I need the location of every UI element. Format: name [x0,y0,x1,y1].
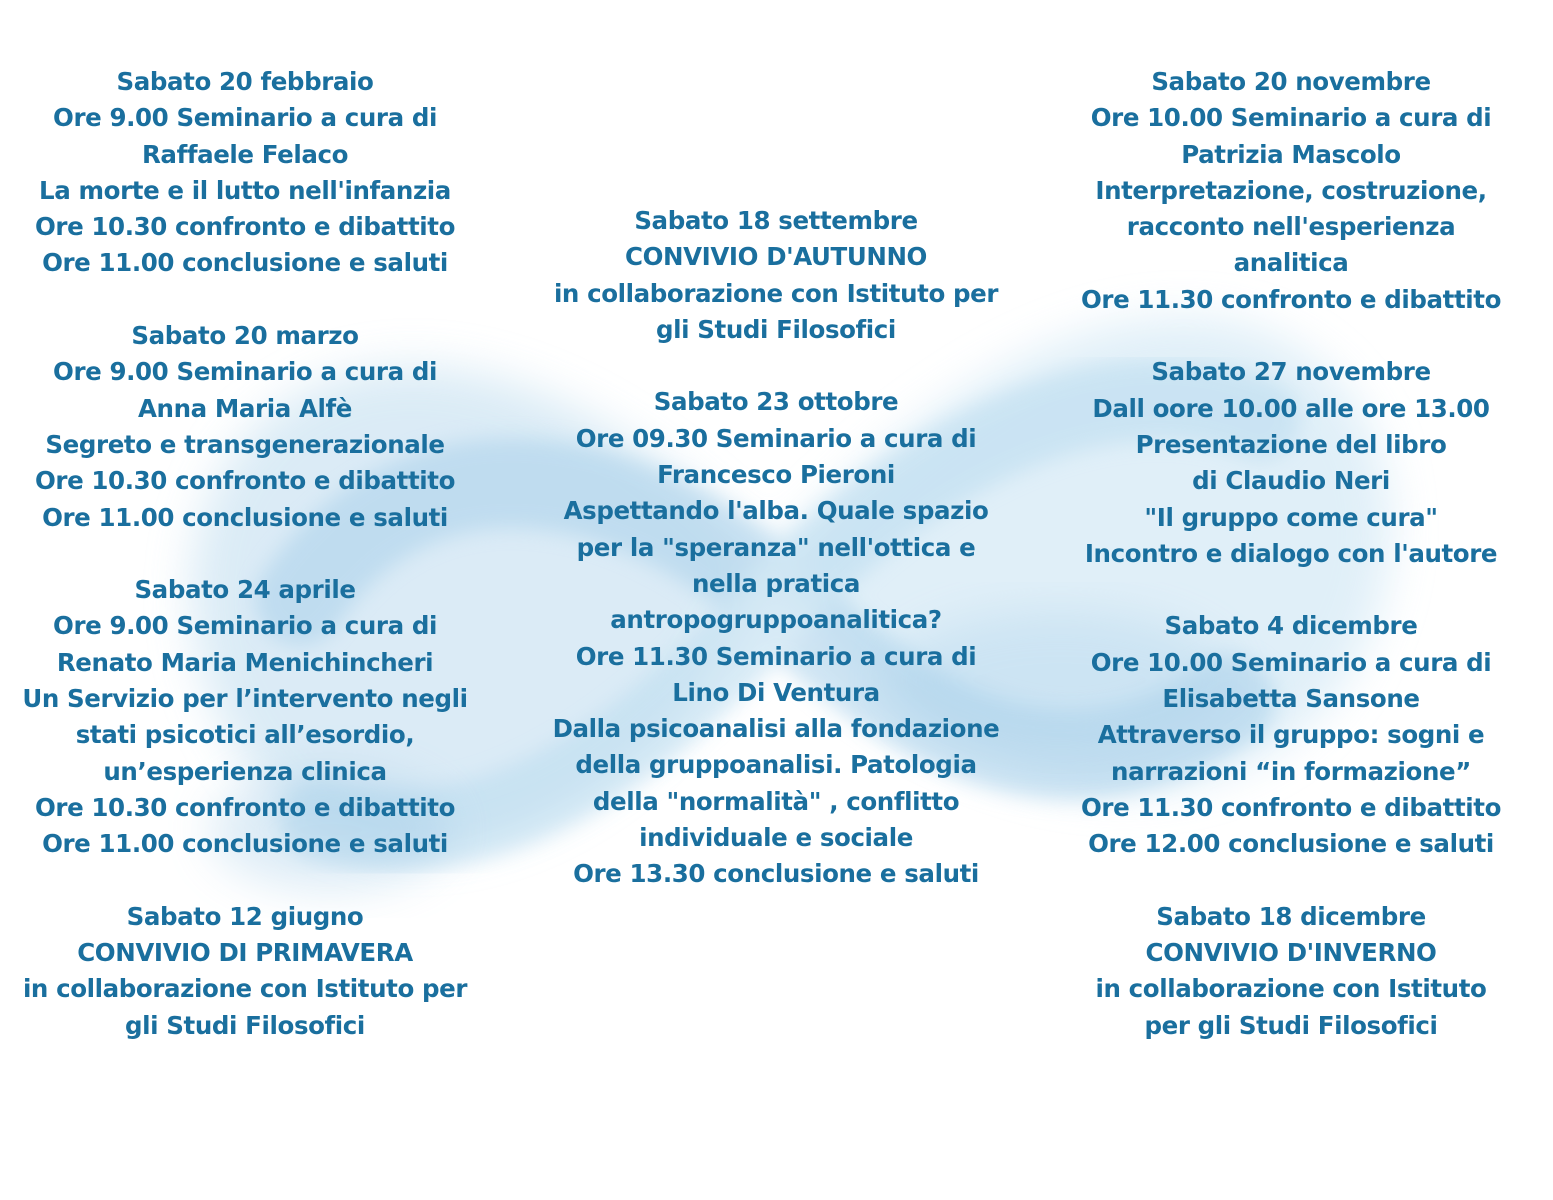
event-line: Renato Maria Menichincheri [56,647,434,677]
event-line: in collaborazione con Istituto [1095,974,1487,1004]
event-line: della "normalità" , conflitto [592,786,960,816]
event-line: Ore 10.00 Seminario a cura di [1090,647,1492,677]
spacer [1060,863,1522,899]
event-line: Ore 9.00 Seminario a cura di [53,103,437,133]
column-left [10,64,480,1044]
event-line: Lino Di Ventura [672,677,880,707]
event-line: La morte e il lutto nell'infanzia [39,175,451,205]
spacer [10,282,480,318]
event-date: Sabato 18 dicembre [1156,901,1426,931]
event-line: Ore 11.00 conclusione e saluti [42,502,448,532]
event-line: Dalla psicoanalisi alla fondazione [552,714,1000,744]
event-line: Ore 11.00 conclusione e saluti [42,248,448,278]
event-line: Un Servizio per l’intervento negli [22,684,468,714]
event-line: CONVIVIO D'AUTUNNO [624,242,927,272]
event-line: racconto nell'esperienza [1126,212,1456,242]
event-line: gli Studi Filosofici [656,314,896,344]
event-line: nella pratica [691,568,861,598]
event-line: gli Studi Filosofici [125,1010,365,1040]
event-line: Presentazione del libro [1135,429,1447,459]
event-line: Aspettando l'alba. Quale spazio [563,496,989,526]
event-line: Ore 9.00 Seminario a cura di [53,357,437,387]
event-line: in collaborazione con Istituto per [553,278,999,308]
event-line: Ore 10.30 confronto e dibattito [34,792,456,822]
event-line: Interpretazione, costruzione, [1095,175,1487,205]
event-date: Sabato 27 novembre [1151,357,1431,387]
event-date: Sabato 20 marzo [131,321,359,351]
event-date: Sabato 18 settembre [634,206,918,235]
spacer [10,863,480,899]
event-line: Ore 11.00 conclusione e saluti [42,829,448,859]
event-line: CONVIVIO DI PRIMAVERA [77,938,413,968]
event-20-marzo [10,318,480,536]
event-4-dicembre [1060,608,1522,862]
event-line: Ore 10.30 confronto e dibattito [34,212,456,242]
column-middle [540,203,1012,893]
spacer [540,348,1012,384]
spacer [1060,318,1522,354]
event-date: Sabato 24 aprile [134,575,356,605]
event-23-ottobre [540,384,1012,892]
event-12-giugno [10,899,480,1044]
event-line: Ore 09.30 Seminario a cura di [575,423,977,453]
event-date: Sabato 4 dicembre [1164,611,1418,641]
event-20-febbraio [10,64,480,282]
event-line: Ore 13.30 conclusione e saluti [573,859,979,889]
event-date: Sabato 20 novembre [1151,67,1431,96]
event-line: della gruppoanalisi. Patologia [575,750,977,780]
event-date: Sabato 20 febbraio [116,67,374,96]
spacer [1060,572,1522,608]
event-24-aprile [10,572,480,862]
event-line: Ore 11.30 confronto e dibattito [1080,792,1502,822]
event-line: Elisabetta Sansone [1162,684,1420,714]
event-line: per gli Studi Filosofici [1144,1010,1438,1040]
event-line: di Claudio Neri [1192,466,1390,496]
event-20-novembre [1060,64,1522,318]
event-line: un’esperienza clinica [103,756,387,786]
event-line: Francesco Pieroni [657,460,895,490]
event-line: Dall oore 10.00 alle ore 13.00 [1092,393,1490,423]
column-right [1060,64,1522,1044]
event-18-dicembre [1060,899,1522,1044]
event-line: Patrizia Mascolo [1181,139,1401,169]
event-line: Segreto e transgenerazionale [45,429,445,459]
event-date: Sabato 23 ottobre [653,387,899,417]
event-line: CONVIVIO D'INVERNO [1145,938,1437,968]
event-18-settembre [540,203,1012,348]
event-line: Ore 9.00 Seminario a cura di [53,611,437,641]
event-line: antropogruppoanalitica? [610,605,942,635]
event-line: Ore 10.00 Seminario a cura di [1090,103,1492,133]
event-date: Sabato 12 giugno [126,901,364,931]
event-line: narrazioni “in formazione” [1111,756,1471,786]
event-27-novembre [1060,354,1522,572]
event-line: Raffaele Felaco [141,139,349,169]
event-line: Incontro e dialogo con l'autore [1084,538,1498,568]
event-line: individuale e sociale [639,823,913,853]
event-line: "Il gruppo come cura" [1144,502,1438,532]
event-line: Ore 11.30 Seminario a cura di [575,641,977,671]
event-line: Attraverso il gruppo: sogni e [1097,720,1485,750]
event-line: analitica [1233,248,1349,278]
event-line: Anna Maria Alfè [138,393,352,423]
event-line: Ore 11.30 confronto e dibattito [1080,284,1502,314]
event-line: in collaborazione con Istituto per [22,974,468,1004]
event-line: stati psicotici all’esordio, [75,720,415,750]
event-line: per la "speranza" nell'ottica e [576,532,976,562]
spacer [10,536,480,572]
event-line: Ore 10.30 confronto e dibattito [34,466,456,496]
event-line: Ore 12.00 conclusione e saluti [1088,829,1494,859]
